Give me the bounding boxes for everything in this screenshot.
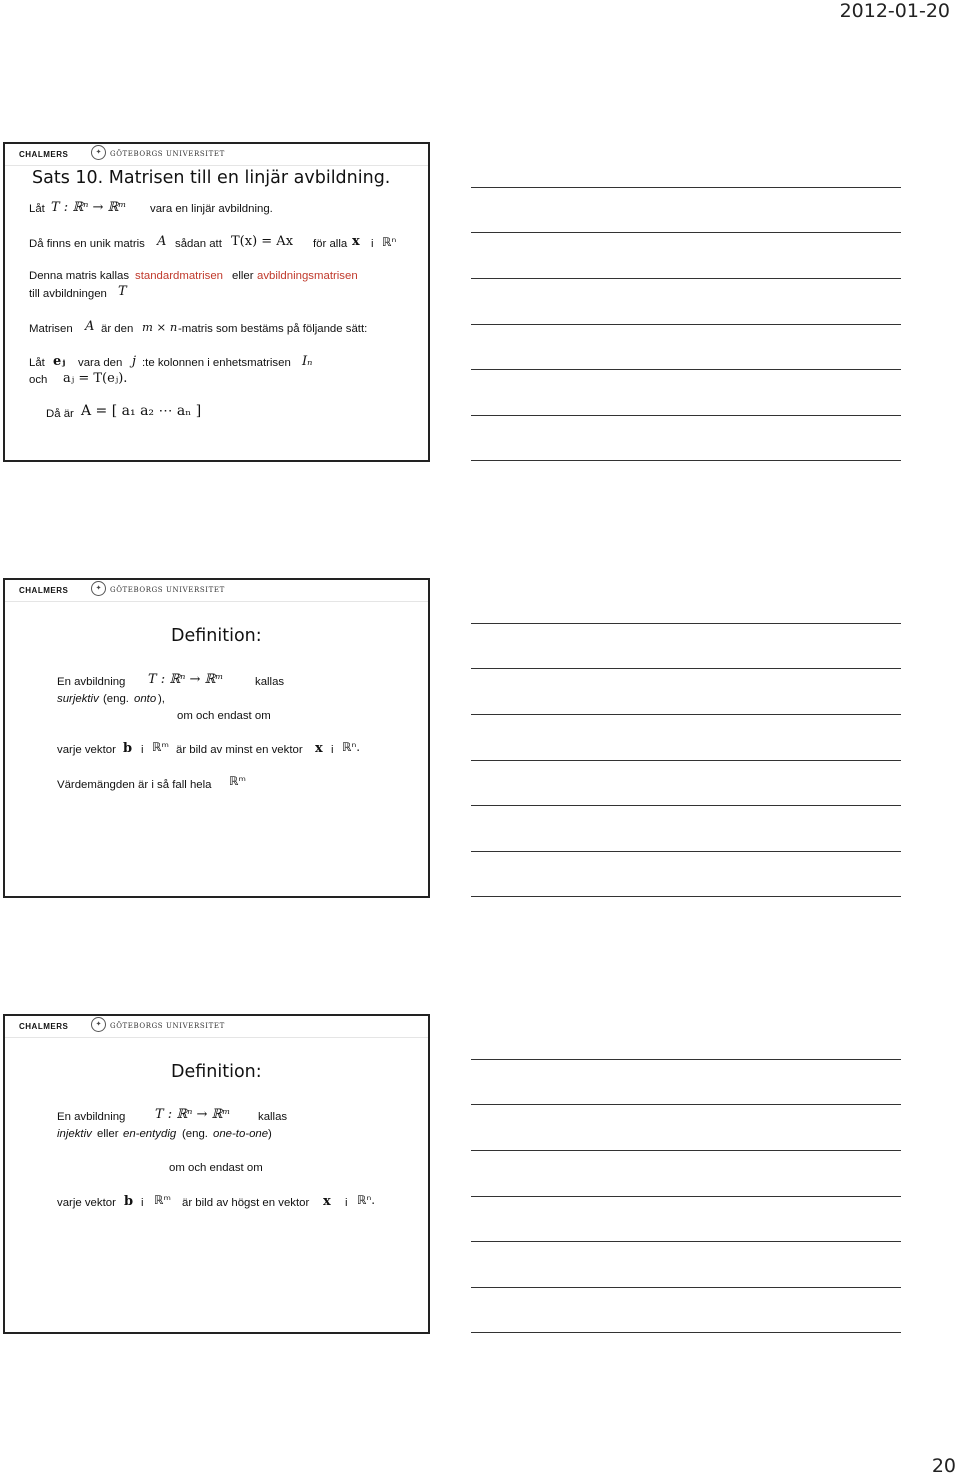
text: är bild av högst en vektor [182,1197,310,1209]
text: varje vektor [57,1197,116,1209]
text: ), [158,693,165,705]
math-Rm: ℝᵐ [229,774,246,788]
note-line [471,760,901,761]
note-line [471,805,901,806]
note-line [471,851,901,852]
note-line [471,232,901,233]
text-highlight: avbildningsmatrisen [257,270,358,282]
text: för alla [313,238,348,250]
text: i [345,1197,348,1209]
page-number: 20 [931,1455,956,1477]
note-line [471,623,901,624]
math-Rn: ℝⁿ. [357,1193,376,1207]
logo-bar [5,580,428,602]
text: (eng. [103,693,129,705]
note-line [471,1150,901,1151]
note-line [471,460,901,461]
text: varje vektor [57,744,116,756]
note-line [471,714,901,715]
slide-3 [3,1014,430,1334]
note-line [471,1059,901,1060]
text-term: en-entydig [123,1128,177,1140]
math-A: A [157,234,167,249]
gu-seal-icon: ✦ [91,145,106,160]
math-mxn: m × n [142,320,178,334]
note-line [471,415,901,416]
text: ) [268,1128,272,1140]
math-eq: T(x) = Ax [231,234,294,249]
text: :te kolonnen i enhetsmatrisen [142,357,291,369]
slide-2 [3,578,430,898]
note-line [471,1332,901,1333]
slide-title: Sats 10. Matrisen till en linjär avbildning. [32,168,391,188]
slide-1 [3,142,430,462]
math-A: A [85,319,95,334]
text: vara den [78,357,123,369]
text: eller [97,1128,119,1140]
text: till avbildningen [29,288,107,300]
math-j: j [132,354,137,369]
text-term: surjektiv [57,693,99,705]
text: och [29,374,48,386]
text: kallas [255,676,285,688]
math-map: T : ℝⁿ → ℝᵐ [51,200,127,215]
math-map: T : ℝⁿ → ℝᵐ [155,1107,231,1122]
text: om och endast om [177,710,271,722]
gu-seal-icon: ✦ [91,1017,106,1032]
note-line [471,668,901,669]
text: i [141,1197,144,1209]
math-Rm: ℝᵐ [152,740,169,754]
math-ej: eⱼ [53,354,66,369]
math-b: b [123,741,133,756]
text-term: injektiv [57,1128,92,1140]
math-matrix: A = [ a₁ a₂ ⋯ aₙ ] [81,403,202,419]
math-x: x [352,234,360,249]
slide-title: Definition: [171,1062,262,1082]
math-aj: aⱼ = T(eⱼ). [63,371,128,386]
text: om och endast om [169,1162,263,1174]
note-line [471,324,901,325]
math-Rn: ℝⁿ [382,235,397,249]
slide-title: Definition: [171,626,262,646]
text: i [371,238,374,250]
text: -matris som bestäms på följande sätt: [178,323,368,335]
text: Låt [29,203,45,215]
text-highlight: standardmatrisen [135,270,224,282]
math-Rn: ℝⁿ. [342,740,361,754]
text: (eng. [182,1128,208,1140]
gu-logo: GÖTEBORGS UNIVERSITET [110,586,225,594]
note-line [471,1241,901,1242]
note-line [471,1287,901,1288]
gu-logo: GÖTEBORGS UNIVERSITET [110,1022,225,1030]
text: one-to-one [213,1128,269,1140]
text: är bild av minst en vektor [176,744,303,756]
note-line [471,187,901,188]
math-In: Iₙ [302,354,313,369]
text: Matrisen [29,323,73,335]
math-x: x [315,741,323,756]
note-line [471,1104,901,1105]
logo-bar [5,144,428,166]
note-line [471,896,901,897]
chalmers-logo: CHALMERS [19,1022,69,1031]
math-b: b [124,1194,134,1209]
note-line [471,369,901,370]
text: i [331,744,334,756]
text: Värdemängden är i så fall hela [57,779,212,791]
text: Denna matris kallas [29,270,130,282]
math-T: T [118,284,127,299]
gu-seal-icon: ✦ [91,581,106,596]
text: kallas [258,1111,288,1123]
text: Då är [46,408,74,420]
math-x: x [323,1194,331,1209]
math-Rm: ℝᵐ [154,1193,171,1207]
text: Låt [29,357,45,369]
chalmers-logo: CHALMERS [19,586,69,595]
logo-bar [5,1016,428,1038]
chalmers-logo: CHALMERS [19,150,69,159]
text: onto [134,693,157,705]
text: En avbildning [57,1111,126,1123]
gu-logo: GÖTEBORGS UNIVERSITET [110,150,225,158]
text: sådan att [175,238,222,250]
math-map: T : ℝⁿ → ℝᵐ [148,672,224,687]
note-line [471,1196,901,1197]
text: vara en linjär avbildning. [150,203,273,215]
text: En avbildning [57,676,126,688]
note-line [471,278,901,279]
date-header: 2012-01-20 [839,0,950,22]
text: Då finns en unik matris [29,238,145,250]
text: i [141,744,144,756]
text: eller [232,270,254,282]
text: är den [101,323,134,335]
